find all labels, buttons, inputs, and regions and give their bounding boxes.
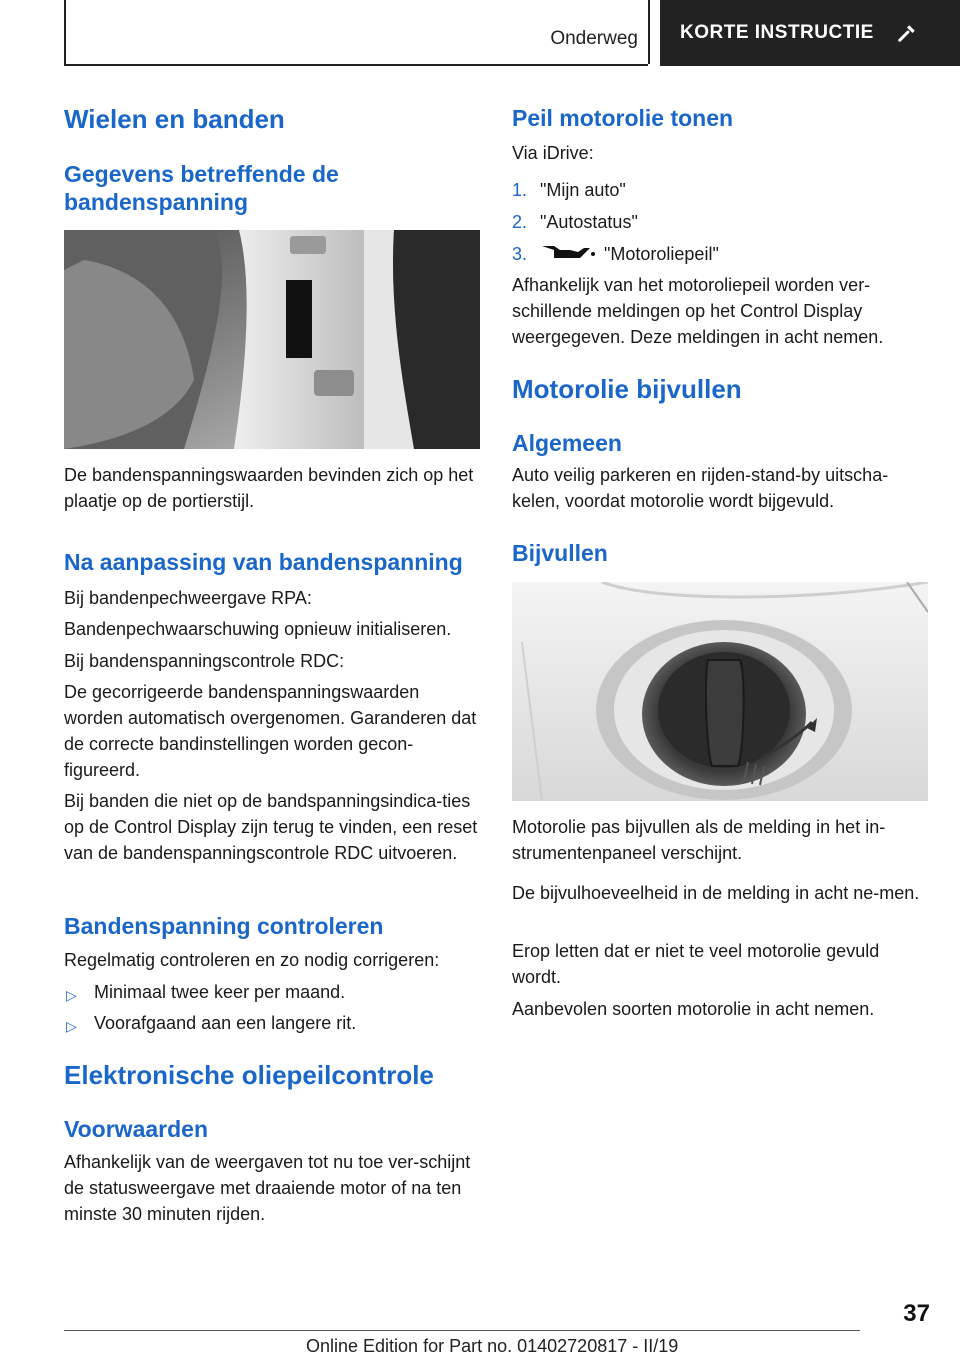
heading-wheels: Wielen en banden <box>64 104 285 134</box>
heading-general: Algemeen <box>512 430 622 456</box>
header-rule <box>64 0 66 64</box>
bullet-marker: ▷ <box>66 1018 77 1034</box>
step-text: "Motoroliepeil" <box>604 244 719 264</box>
paragraph-depending: Afhankelijk van het motoroliepeil worden ver-schillende meldingen op het Control Display weergegeven. Deze meldingen in acht nemen. <box>512 275 884 347</box>
paragraph-only: Motorolie pas bijvullen als de melding in het in-strumentenpaneel verschijnt. <box>512 817 886 863</box>
chapter-label: KORTE INSTRUCTIE <box>680 22 874 43</box>
heading-refill: Motorolie bijvullen <box>512 374 742 404</box>
paragraph-corrected: De gecorrigeerde bandenspanningswaarden worden automatisch overgenomen. Garanderen dat de correcte bandinstellingen worden gecon-figureerd. <box>64 682 477 780</box>
header-rule <box>64 64 648 66</box>
paragraph-reinit: Bandenpechwaarschuwing opnieuw initialiseren. <box>64 619 452 639</box>
paragraph-conditions: Afhankelijk van de weergaven tot nu toe ver-schijnt de statusweergave met draaiende motor of na ten minste 30 minuten rijden. <box>64 1152 471 1224</box>
oil-filler-image <box>512 582 928 801</box>
step-number: 3. <box>512 244 528 264</box>
paragraph-rpa: Bij bandenpechweergave RPA: <box>64 588 312 608</box>
paragraph-recommended: Aanbevolen soorten motorolie in acht nemen. <box>512 999 875 1019</box>
paragraph-amount: De bijvulhoeveelheid in de melding in acht ne-men. <box>512 883 920 903</box>
step-text: "Mijn auto" <box>540 180 626 200</box>
heading-tire-data: Gegevens betreffende de bandenspanning <box>64 161 339 215</box>
heading-show-oil: Peil motorolie tonen <box>512 105 734 131</box>
step-number: 2. <box>512 212 528 232</box>
paragraph-not-too-much: Erop letten dat er niet te veel motorolie gevuld wordt. <box>512 941 880 987</box>
step-text: "Autostatus" <box>540 212 638 232</box>
door-pillar-image <box>64 230 480 449</box>
edition-footer: Online Edition for Part no. 01402720817 - II/19 <box>306 1336 679 1356</box>
page-number: 37 <box>903 1300 930 1327</box>
footer-rule <box>64 1330 860 1331</box>
bullet-item: Minimaal twee keer per maand. <box>94 982 346 1002</box>
heading-conditions: Voorwaarden <box>64 1116 208 1142</box>
wrench-icon <box>896 22 918 44</box>
section-label: Onderweg <box>550 28 638 49</box>
paragraph-regular: Regelmatig controleren en zo nodig corrigeren: <box>64 950 440 970</box>
paragraph-general: Auto veilig parkeren en rijden-stand-by uitscha-kelen, voordat motorolie wordt bijgevuld. <box>512 465 889 511</box>
header-rule <box>648 0 650 64</box>
chapter-tab[interactable] <box>660 0 960 66</box>
heading-oil-check: Elektronische oliepeilcontrole <box>64 1060 434 1090</box>
oil-can-icon <box>540 240 596 264</box>
heading-after-adjust: Na aanpassing van bandenspanning <box>64 549 463 575</box>
heading-check: Bandenspanning controleren <box>64 913 384 939</box>
paragraph-rdc: Bij bandenspanningscontrole RDC: <box>64 651 345 671</box>
bullet-marker: ▷ <box>66 987 77 1003</box>
step-number: 1. <box>512 180 528 200</box>
paragraph-via: Via iDrive: <box>512 143 594 163</box>
tire-caption: De bandenspanningswaarden bevinden zich op het plaatje op de portierstijl. <box>64 465 474 511</box>
heading-refilling: Bijvullen <box>512 540 608 566</box>
bullet-item: Voorafgaand aan een langere rit. <box>94 1013 357 1033</box>
paragraph-reset: Bij banden die niet op de bandspanningsindica-ties op de Control Display zijn terug te vinden, een reset van de bandenspanningscontrole RDC uitvoeren. <box>64 791 478 863</box>
